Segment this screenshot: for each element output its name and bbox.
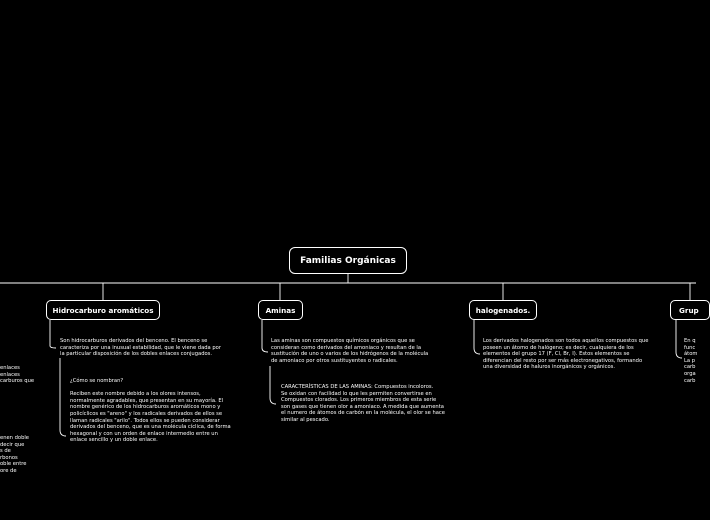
note-aminas-definicion: Las aminas son compuestos químicos orgánicos que se consideran como derivados del amoniaco y resultan de la sustitución de uno o varios de los hidrógenos de la molécula de amoniaco por otros sustituyentes o radicales. [271, 338, 429, 364]
topic-aminas-label: Aminas [265, 305, 296, 315]
topic-aminas[interactable] [258, 300, 303, 320]
central-topic-label: Familias Orgánicas [300, 255, 396, 266]
central-topic[interactable] [289, 247, 407, 274]
note-halogenados-definicion: Los derivados halogenados son todos aquellos compuestos que poseen un átomo de halógeno; es decir, cualquiera de los elementos del grupo 17 (F, Cl, Br, I). Estos elementos se diferencian del resto por ser más electronegativos, formando una diversidad de haluros inorgánicos y orgánicos. [483, 338, 649, 371]
note-aminas-caracteristicas: CARACTERÍSTICAS DE LAS AMINAS: Compuestos incoloros. Se oxidan con facilidad lo que les permiten convertirse en Compuestos clorados. Los primeros miembros de esta serie son gases que tienen olor a amoniaco. A medida que aumenta el numero de átomos de carbón en la molécula, el olor se hace similar al pescado. [281, 384, 445, 423]
connector-aminas-note-2 [270, 366, 276, 404]
note-hidrocarburo-nomenclatura: ¿Cómo se nombran? Reciben este nombre debido a los olores intensos, normalmente agradables, que presentan en su mayoría. El nombre genérico de los hidrocarburos aromáticos mono y policíclicos es "areno" y los radicales derivados de ellos se llaman radicales "arilo". Todos ellos se pueden considerar derivados del benceno, que es una molécula cíclica, de forma hexagonal y con un orden de enlace intermedio entre un enlace sencillo y un doble enlace. [70, 378, 231, 444]
note-left-fragment-1: enlaces enlaces carburos que [0, 365, 35, 385]
topic-halogenados[interactable] [469, 300, 537, 320]
connector-grup-note-1 [676, 320, 682, 358]
note-left-fragment-2: enen doble decir que s de rbonos oble entre ore de [0, 435, 29, 474]
connector-hidro-note-1 [50, 320, 56, 348]
topic-halogenados-label: halogenados. [475, 305, 531, 315]
connector-halo-note-1 [474, 320, 480, 354]
topic-grupos[interactable] [670, 300, 710, 320]
topic-hidrocarburo-label: Hidrocarburo aromáticos [52, 305, 154, 315]
topic-grupos-label: Grup [679, 305, 699, 315]
note-grupos-fragment: En q func átom La p carb orga carb [684, 338, 698, 384]
connector-hidro-note-2 [60, 358, 66, 436]
connector-aminas-note-1 [262, 320, 268, 352]
topic-hidrocarburo-aromaticos[interactable] [46, 300, 160, 320]
note-hidrocarburo-definicion: Son hidrocarburos derivados del benceno. El benceno se caracteriza por una inusual estabilidad, que le viene dada por la particular disposición de los dobles enlaces conjugados. [60, 338, 221, 358]
